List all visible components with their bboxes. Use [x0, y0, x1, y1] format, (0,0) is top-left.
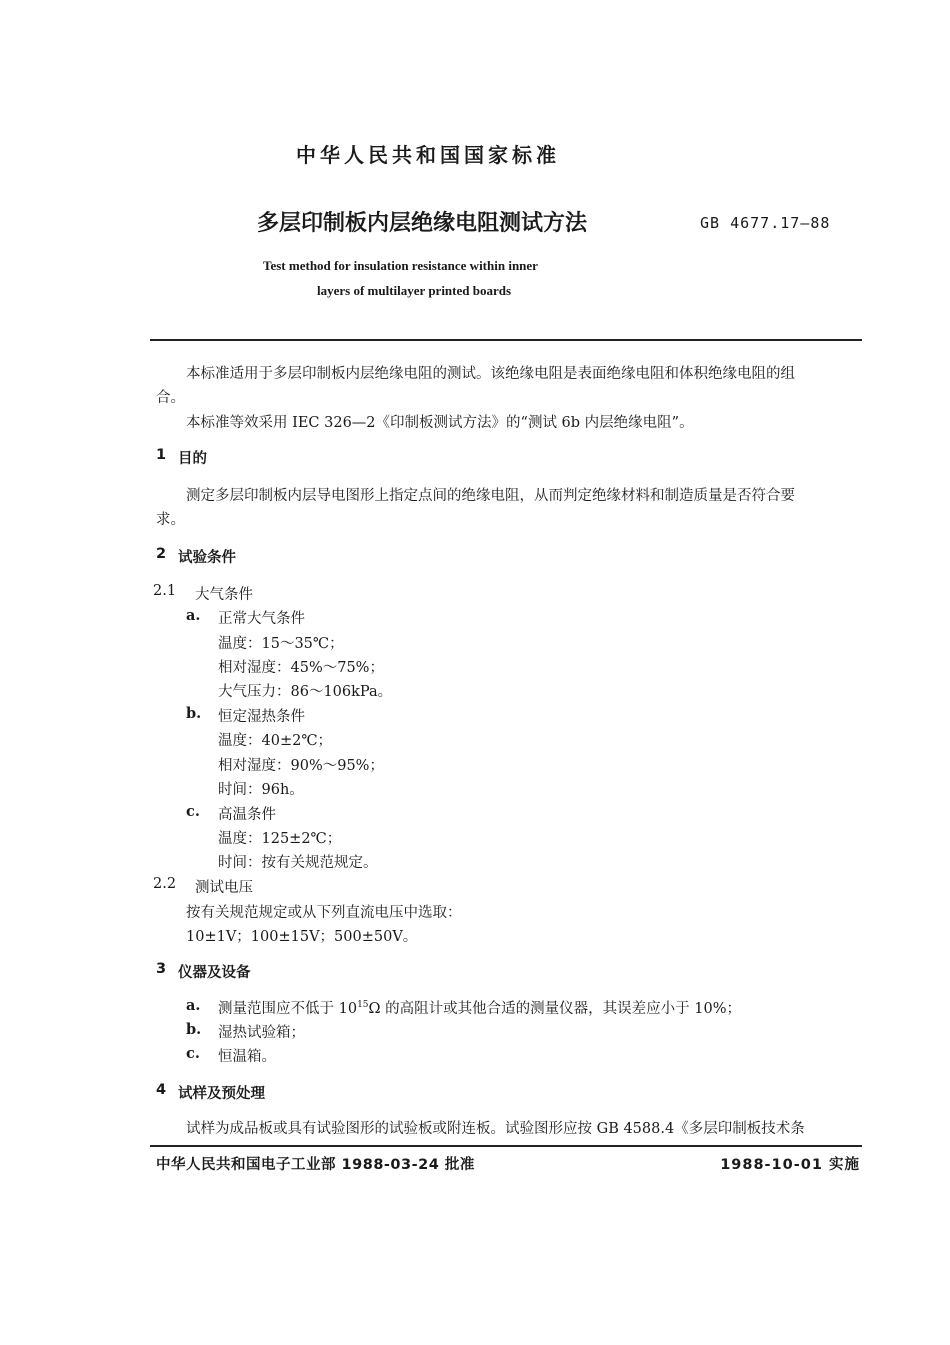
english-title-line2: layers of multilayer printed boards — [317, 283, 512, 298]
section-2-title: 试验条件 — [178, 550, 236, 566]
section-3-number: 3 — [156, 961, 167, 977]
intro-paragraph-1-line1: 本标准适用于多层印制板内层绝缘电阻的测试。该绝缘电阻是表面绝缘电阻和体积绝缘电阻的组 — [186, 366, 795, 382]
section-3-title: 仪器及设备 — [178, 965, 251, 981]
section-1-number: 1 — [156, 447, 167, 463]
item-c-label: c. — [186, 803, 200, 820]
section-1-text-line2: 求。 — [156, 512, 185, 528]
section-2-2-line2: 10±1V；100±15V；500±50V。 — [186, 929, 418, 945]
intro-paragraph-1-line2: 合。 — [156, 390, 185, 406]
section-2-2-line1: 按有关规范规定或从下列直流电压中选取： — [186, 905, 462, 921]
equipment-a-text-pre: 测量范围应不低于 10 — [218, 1001, 358, 1017]
equipment-a-label: a. — [186, 997, 201, 1014]
standard-code: GB 4677.17—88 — [700, 214, 831, 232]
item-b-label: b. — [186, 705, 202, 722]
section-4-text-line1: 试样为成品板或具有试验图形的试验板或附连板。试验图形应按 GB 4588.4《多层印制板技术条 — [186, 1121, 805, 1137]
equipment-c-label: c. — [186, 1045, 200, 1062]
english-title-line1: Test method for insulation resistance within inner — [263, 258, 538, 273]
item-b-line1: 温度：40±2℃； — [218, 733, 333, 749]
equipment-a-text — [218, 997, 741, 1018]
item-c-title: 高温条件 — [218, 807, 276, 823]
equipment-b-text: 湿热试验箱； — [218, 1025, 305, 1041]
equipment-c-text: 恒温箱。 — [218, 1049, 276, 1065]
item-c-line1: 温度：125±2℃； — [218, 831, 342, 847]
item-a-line1: 温度：15～35℃； — [218, 636, 344, 652]
document-title: 多层印制板内层绝缘电阻测试方法 — [257, 211, 588, 236]
section-4-title: 试样及预处理 — [178, 1086, 265, 1102]
item-a-label: a. — [186, 607, 201, 624]
section-1-text-line1: 测定多层印制板内层导电图形上指定点间的绝缘电阻，从而判定绝缘材料和制造质量是否符合要 — [186, 488, 795, 504]
section-2-2-number: 2.2 — [153, 876, 177, 892]
item-b-title: 恒定湿热条件 — [218, 709, 305, 725]
section-2-1-title: 大气条件 — [195, 587, 253, 603]
equipment-a-text-post: Ω 的高阻计或其他合适的测量仪器，其误差应小于 10%； — [368, 1001, 741, 1017]
approval-statement: 中华人民共和国电子工业部 1988-03-24 批准 — [156, 1157, 475, 1173]
intro-paragraph-2: 本标准等效采用 IEC 326—2《印制板测试方法》的“测试 6b 内层绝缘电阻”。 — [186, 415, 694, 431]
section-2-2-title: 测试电压 — [195, 880, 253, 896]
section-4-number: 4 — [156, 1082, 167, 1098]
section-2-number: 2 — [156, 546, 167, 562]
equipment-b-label: b. — [186, 1021, 202, 1038]
item-a-line3: 大气压力：86～106kPa。 — [218, 684, 393, 700]
item-a-title: 正常大气条件 — [218, 611, 305, 627]
footer-divider — [150, 1145, 862, 1147]
item-b-line3: 时间：96h。 — [218, 782, 304, 798]
item-b-line2: 相对湿度：90%～95%； — [218, 758, 384, 774]
item-a-line2: 相对湿度：45%～75%； — [218, 660, 384, 676]
section-2-1-number: 2.1 — [153, 583, 177, 599]
standard-type: 中华人民共和国国家标准 — [296, 143, 560, 167]
section-1-title: 目的 — [178, 451, 207, 467]
equipment-a-exponent: 15 — [357, 1000, 369, 1011]
effective-date: 1988-10-01 实施 — [720, 1157, 860, 1173]
header-divider — [150, 339, 862, 341]
item-c-line2: 时间：按有关规范规定。 — [218, 855, 378, 871]
